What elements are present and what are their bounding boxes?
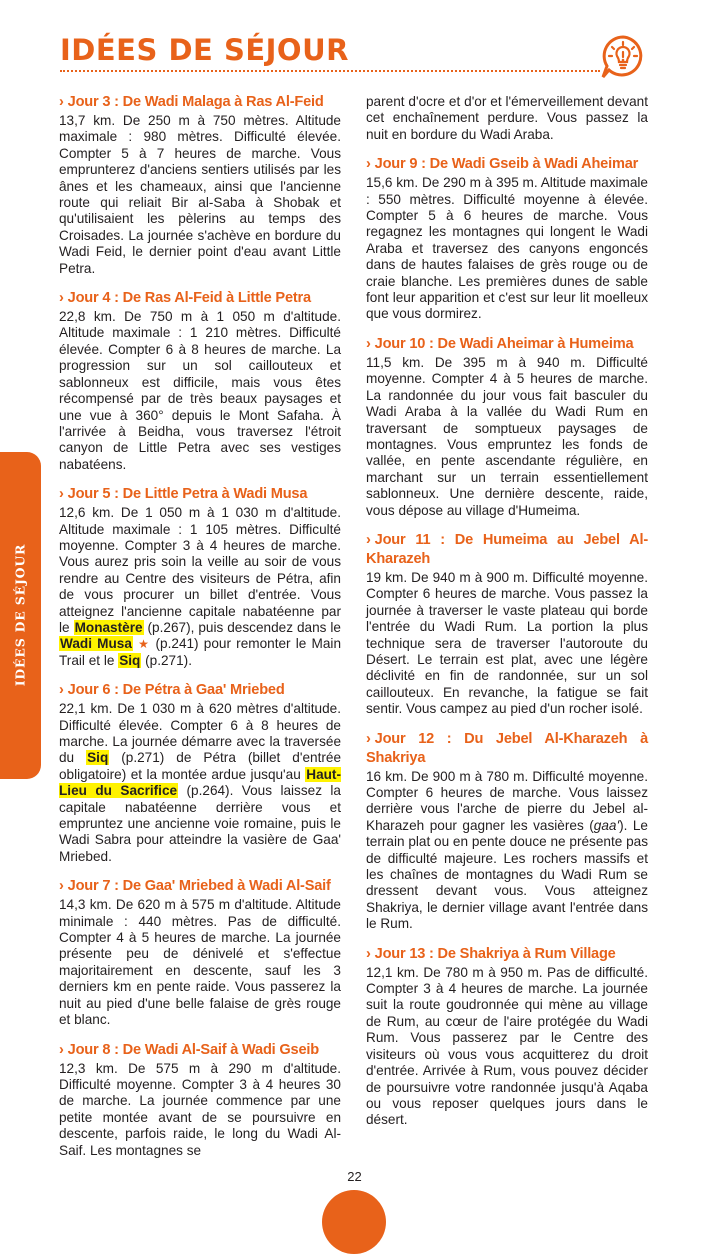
day-12-heading: › Jour 12 : Du Jebel Al-Kharazeh à Shakriya [366,730,648,766]
day-8-text: 12,3 km. De 575 m à 290 m d'altitude. Difficulté moyenne. Compter 3 à 4 heures 30 de marche. La journée commence par une petite montée avant de se poursuivre en descente, parfois raide, le long du Wadi Al-Saif. Les montagnes se [59,1060,341,1158]
day-4-heading: › Jour 4 : De Ras Al-Feid à Little Petra [59,290,311,307]
highlight-monastere: Monastère [74,619,143,635]
day-10-text: 11,5 km. De 395 m à 940 m. Difficulté moyenne. Compter 4 à 5 heures de marche. La randonnée du jour vous fait basculer du Wadi Araba à la vallée du Wadi Rum en traversant de somptueux paysages de montagnes. Vous empruntez les fonds de vallée, en pente ascendante régulière, en marchant sur un terrain essentiellement sablonneux. Une dernière descente, raide, vous dépose au village d'Humeima. [366,354,648,518]
day-11-text: 19 km. De 940 m à 900 m. Difficulté moyenne. Compter 6 heures de marche. Vous passez la journée à traverser le vaste plateau qui borde l'entrée du Wadi Rum. La portion la plus technique sera de traverser l'autoroute du Désert. Le terrain est plat, avec une légère déclivité en fin de randonnée, sur un sol caillouteux. En revanche, la fatigue se fait sentir. Vous campez au pied d'un rocher isolé. [366,569,648,717]
highlight-siq: Siq [87,750,109,766]
chevron-right-icon: › [59,878,64,895]
day-13-section [366,945,648,1129]
day-8-text-continued: parent d'ocre et d'or et l'émerveillement devant cet enchaînement perdure. Vous passez la nuit en bordure du Wadi Araba. [366,94,648,142]
day-6-section [59,681,341,865]
left-column [59,93,341,1171]
day-11-section [366,531,648,718]
day-3-heading: › Jour 3 : De Wadi Malaga à Ras Al-Feid [59,94,324,110]
page-number: 22 [347,1169,362,1184]
day-6-text: 22,1 km. De 1 030 m à 620 mètres d'altitude. Difficulté élevée. Compter 6 à 8 heures de marche. La journée démarre avec la traversée du Siq (p.271) de Pétra (billet d'entrée obligatoire) et la montée ardue jusqu'au Haut-Lieu du Sacrifice (p.264). Vous laissez la capitale nabatéenne derrière vous et empruntez une ancienne voie romaine, puis le Wadi Sabra pour atteindre la vasière de Gaa' Mriebed. [59,701,342,864]
day-13-text: 12,1 km. De 780 m à 950 m. Pas de difficulté. Compter 3 à 4 heures de marche. La journée suit la route goudronnée qui mène au village de Rum, au cœur de l'aire protégée du Wadi Rum. Vous passerez par le Centre des visiteurs où vous vous acquitterez du droit d'entrée. Arrivée à Rum, vous pouvez décider de poursuivre votre randonnée jusqu'à Aqaba ou vous reposer quelques jours dans le désert. [366,964,648,1128]
side-tab-label: IDÉES DE SÉJOUR [12,543,28,687]
chevron-right-icon: › [366,156,371,173]
day-4-section [59,289,341,473]
star-icon: ★ [138,637,151,652]
chevron-right-icon: › [366,335,371,352]
day-8-section [59,1041,341,1159]
day-9-heading: › Jour 9 : De Wadi Gseib à Wadi Aheimar [366,156,639,173]
day-5-text: 12,6 km. De 1 050 m à 1 030 m d'altitude. Altitude maximale : 1 105 mètres. Difficulté moyenne. Compter 3 à 4 heures de marche. Vous aurez pris soin la veille au soir de vous rendre au Centre des visiteurs de Pétra, afin de vous procurer un billet d'entrée. Vous atteignez l'ancienne capitale nabatéenne par le Monastère (p.267), puis descendez dans le Wadi Musa ★ (p.241) pour remonter le Main Trail et le Siq (p.271). [59,505,342,668]
day-12-text: 16 km. De 900 m à 780 m. Difficulté moyenne. Compter 6 heures de marche. Vous laissez derrière vous l'arche de pierre du Jebel al-Kharazeh pour gagner les vasières (gaa'). Le terrain plat ou en pente douce ne présente pas de difficulté majeure. Les rochers massifs et les chaînes de montagnes du Wadi Rum se dressent devant vous. Vous atteignez Shakriya, le dernier village avant l'entrée dans le Rum. [366,768,648,932]
day-5-heading: › Jour 5 : De Little Petra à Wadi Musa [59,486,308,503]
chevron-right-icon: › [59,94,64,110]
day-7-heading: › Jour 7 : De Gaa' Mriebed à Wadi Al-Saif [59,878,331,895]
day-13-heading: › Jour 13 : De Shakriya à Rum Village [366,945,616,962]
title-divider [60,70,600,72]
day-10-section [366,335,648,519]
chevron-right-icon: › [59,1041,64,1058]
page-title: IDÉES DE SÉJOUR [60,33,349,67]
highlight-wadi-musa: Wadi Musa [60,636,132,652]
day-7-section [59,877,341,1028]
chevron-right-icon: › [59,290,64,307]
day-4-text: 22,8 km. De 750 m à 1 050 m d'altitude. Altitude maximale : 1 210 mètres. Difficulté élevée. Compter 6 à 8 heures de marche. La progression sur un sol caillouteux et sablonneux est difficile, mais vous êtes récompensé par de très beaux paysages et une vue à 360° depuis le Mont Safaha. À l'arrivée à Beidha, vous traversez l'étroit canyon de Little Petra avec ses vestiges nabatéens. [59,309,341,472]
chevron-right-icon: › [366,531,371,548]
day-7-text: 14,3 km. De 620 m à 575 m d'altitude. Altitude minimale : 440 mètres. Pas de difficulté. Compter 4 à 5 heures de marche. La journée présente peu de dénivelé et s'effectue majoritairement en descente, sauf les 3 derniers km en pente raide. Vous passerez la nuit au pied d'une belle falaise de grès rouge et blanc. [59,897,341,1028]
page-number-tab [322,1190,386,1254]
day-3-text: 13,7 km. De 250 m à 750 mètres. Altitude maximale : 980 mètres. Difficulté élevée. Compter 5 à 7 heures de marche. Vous emprunterez d'anciens sentiers utilisés par les ânes et les chameaux, ainsi que l'ancienne route qui reliait Bir al-Saba à Shobak et qu'utilisaient les pèlerins au temps des Croisades. La journée s'achève en bordure du Wadi Feid, le dernier point d'eau avant Little Petra. [59,113,341,276]
highlight-siq: Siq [119,652,141,668]
day-6-heading: › Jour 6 : De Pétra à Gaa' Mriebed [59,682,285,699]
highlight-haut-lieu: Haut-Lieu du Sacrifice [59,766,341,799]
right-column [366,94,648,1141]
chevron-right-icon: › [366,730,371,747]
day-10-heading: › Jour 10 : De Wadi Aheimar à Humeima [366,335,634,352]
day-11-heading: › Jour 11 : De Humeima au Jebel Al-Kharazeh [366,531,648,567]
day-9-text: 15,6 km. De 290 m à 395 m. Altitude maximale : 550 mètres. Difficulté moyenne à élevée. Compter 5 à 6 heures de marche. Vous regagnez les montagnes qui longent le Wadi Araba et traversez des canyons engoncés dans de hautes falaises de grès rouge ou de craie blanche. Les premières dunes de sable font leur apparition et c'est sur leur lit moelleux que vous dormirez. [366,175,648,322]
chevron-right-icon: › [59,486,64,503]
chevron-right-icon: › [59,682,64,699]
day-8-heading: › Jour 8 : De Wadi Al-Saif à Wadi Gseib [59,1041,319,1058]
lightbulb-icon [601,35,645,79]
day-3-section [59,93,341,277]
day-5-section [59,485,341,669]
day-12-section [366,730,648,933]
day-8-continued [366,94,648,143]
chevron-right-icon: › [366,945,371,962]
day-9-section [366,155,648,323]
